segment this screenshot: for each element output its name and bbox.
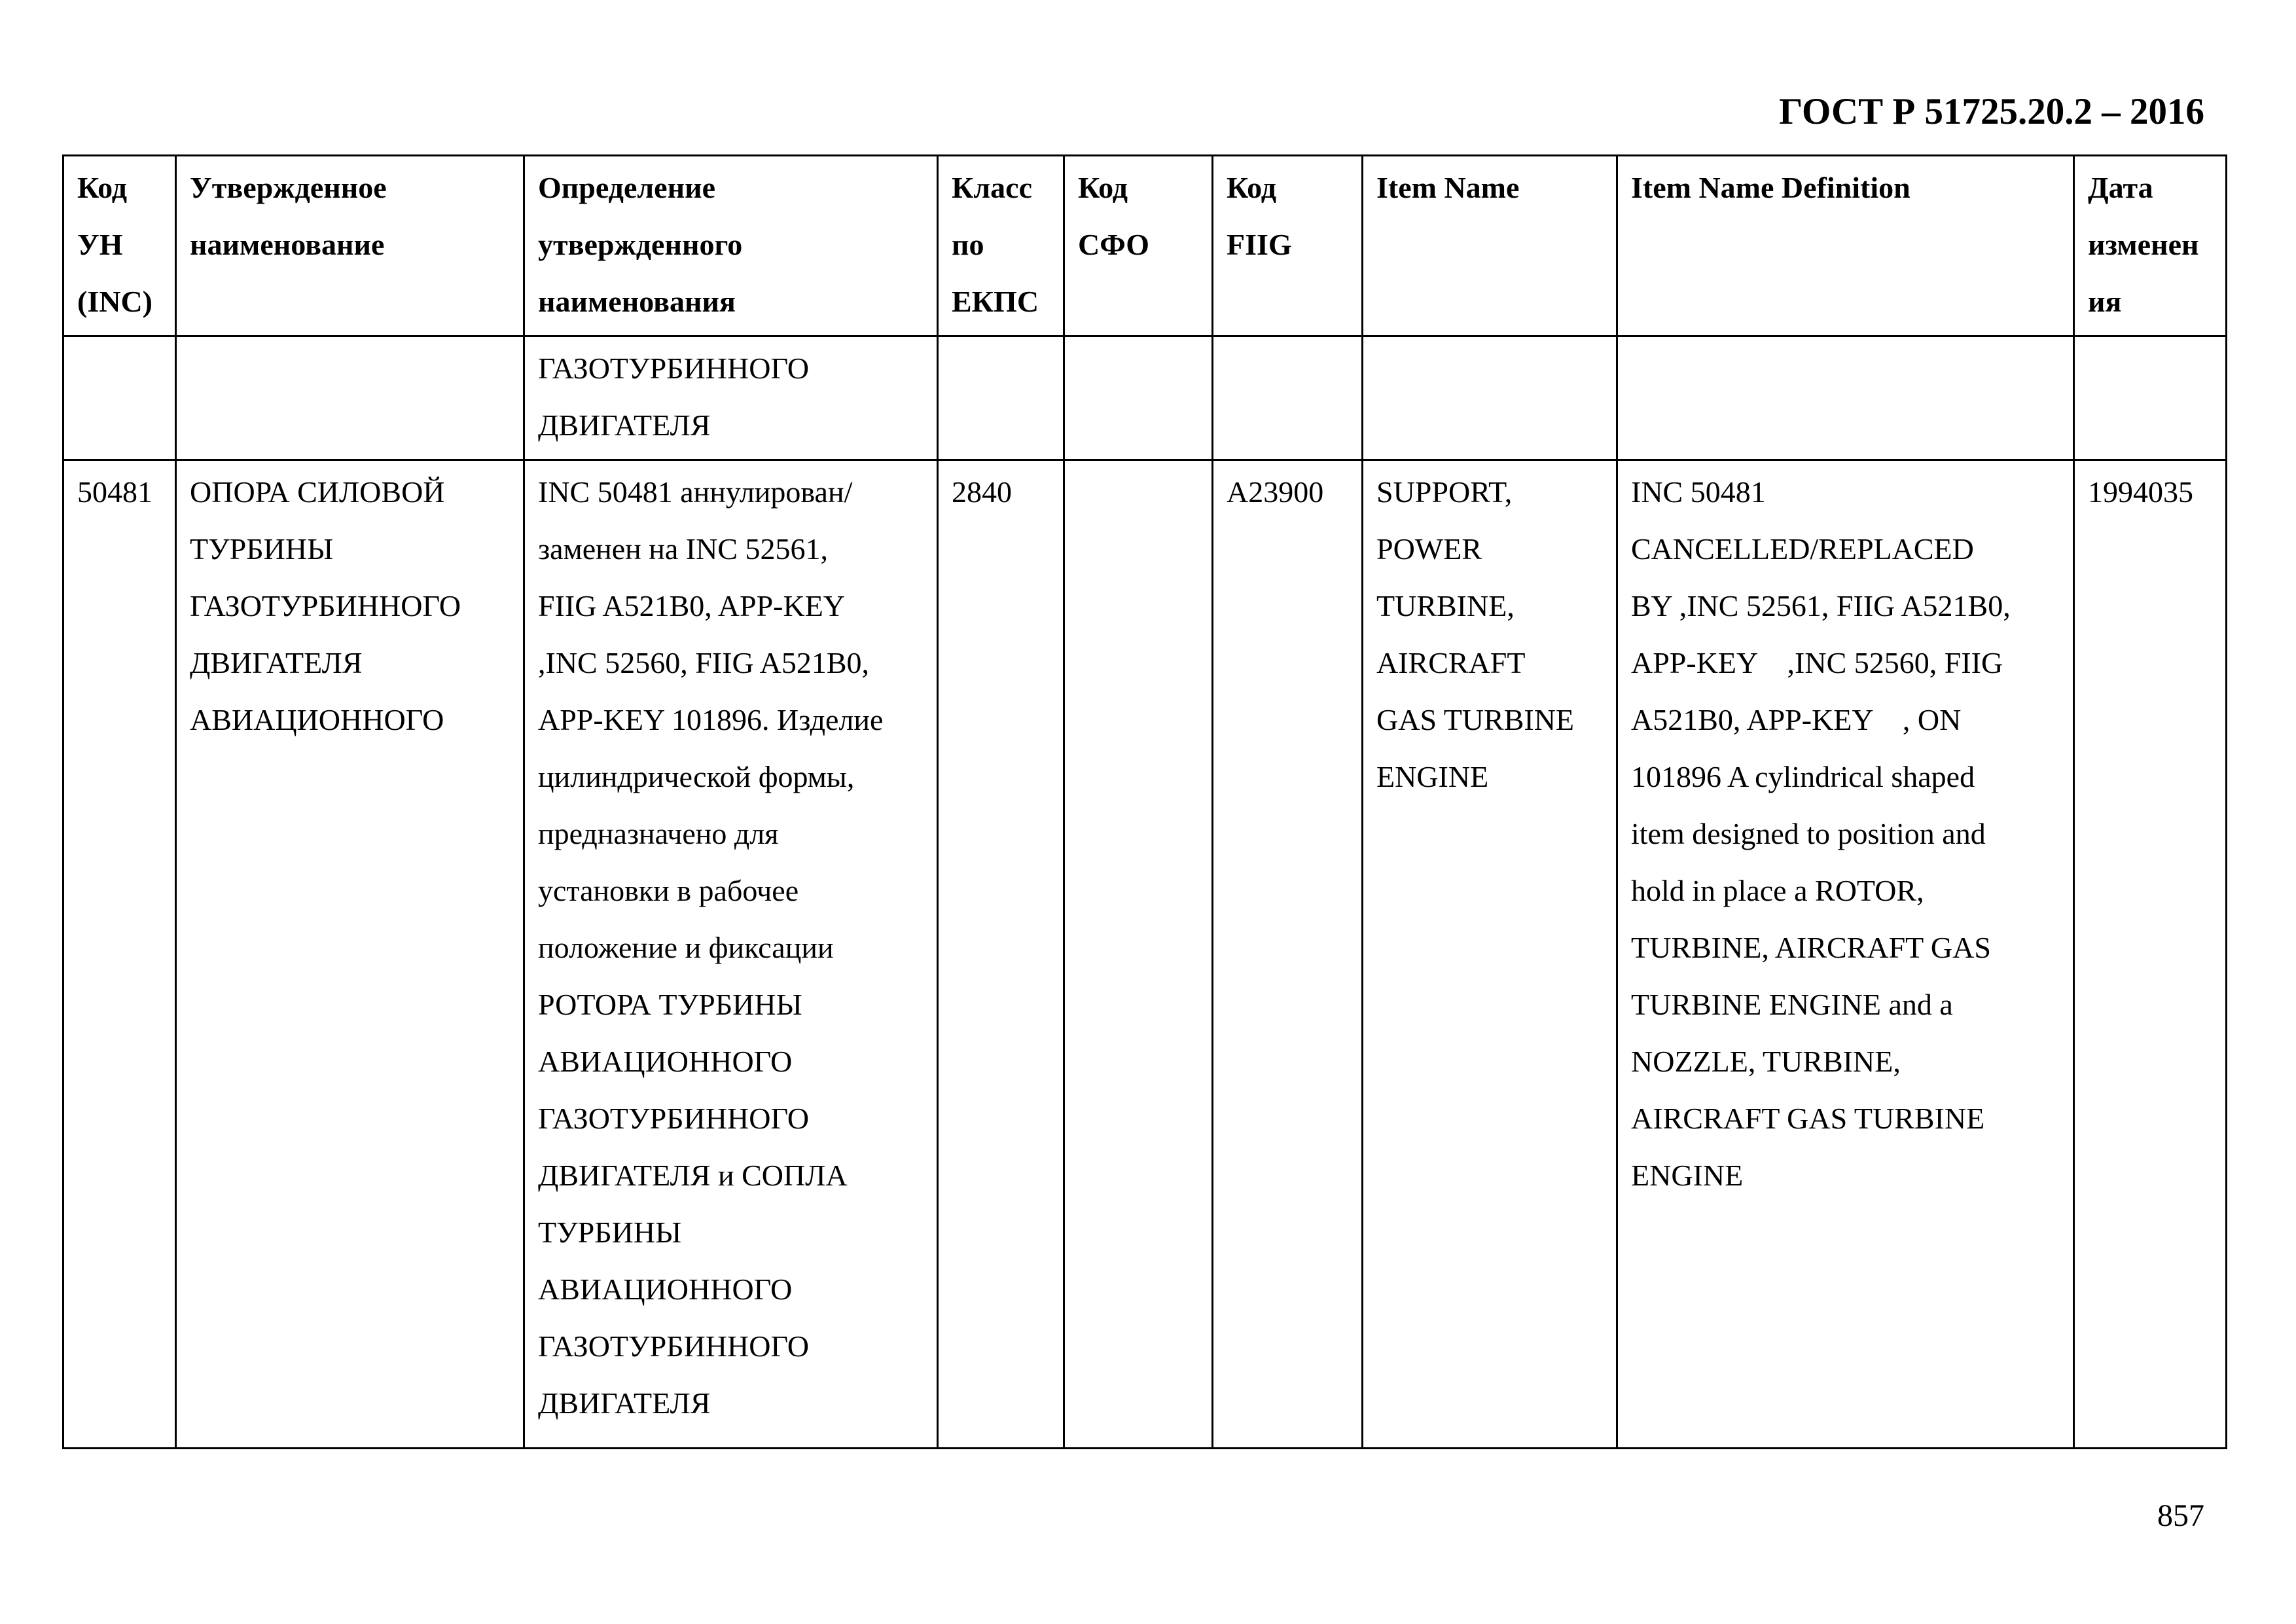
cell-text-line: 1994035 (2088, 475, 2193, 509)
column-header-name-definition (524, 156, 938, 336)
cell-text-line: 50481 (77, 475, 152, 509)
cell-text-line: ГАЗОТУРБИННОГО (538, 1102, 810, 1135)
cell-item-name-definition (1617, 336, 2074, 460)
cell-text-line: ,INC 52560, FIIG A521B0, (538, 646, 870, 679)
cell-text-line: предназначено для (538, 817, 779, 850)
column-header-item-name-definition (1617, 156, 2074, 336)
cell-text-line: ТУРБИНЫ (190, 532, 334, 566)
cell-text-line: hold in place a ROTOR, (1631, 874, 1924, 907)
cell-text-line: FIIG (1227, 228, 1292, 261)
cell-fiig-code (1213, 460, 1363, 1449)
column-header-approved-name (176, 156, 524, 336)
cell-text-line: Item Name (1376, 171, 1520, 204)
cell-name-definition (524, 336, 938, 460)
cell-text-line: ия (2088, 285, 2122, 318)
catalog-table (62, 154, 2227, 1449)
column-header-sfo-code (1064, 156, 1213, 336)
cell-text-line: AIRCRAFT GAS TURBINE (1631, 1102, 1985, 1135)
page-number: 857 (2157, 1498, 2204, 1533)
cell-text-line: GAS TURBINE (1376, 703, 1575, 736)
column-header-class (938, 156, 1064, 336)
cell-text-line: по (952, 228, 984, 261)
cell-text-line: Item Name Definition (1631, 171, 1910, 204)
cell-change-date (2074, 460, 2227, 1449)
cell-text-line: 2840 (952, 475, 1012, 509)
cell-item-name (1363, 460, 1617, 1449)
cell-name-definition (524, 460, 938, 1449)
cell-text-line: ДВИГАТЕЛЯ (538, 408, 711, 442)
cell-change-date (2074, 336, 2227, 460)
cell-text-line: TURBINE ENGINE and a (1631, 988, 1953, 1021)
cell-text-line: Код (77, 171, 128, 204)
cell-text-line: (INC) (77, 285, 152, 318)
document-header: ГОСТ Р 51725.20.2 – 2016 (1779, 91, 2204, 132)
cell-text-line: 101896 A cylindrical shaped (1631, 760, 1975, 793)
cell-text-line: ДВИГАТЕЛЯ (538, 1386, 711, 1420)
column-header-item-name (1363, 156, 1617, 336)
cell-text-line: CANCELLED/REPLACED (1631, 532, 1974, 566)
cell-text-line: A521B0, APP-KEY , ON (1631, 703, 1962, 736)
cell-text-line: A23900 (1227, 475, 1324, 509)
cell-approved-name (176, 336, 524, 460)
cell-text-line: ТУРБИНЫ (538, 1216, 682, 1249)
cell-text-line: Дата (2088, 171, 2153, 204)
column-header-change-date (2074, 156, 2227, 336)
cell-text-line: ОПОРА СИЛОВОЙ (190, 475, 445, 509)
cell-text-line: ЕКПС (952, 285, 1039, 318)
cell-text-line: ГАЗОТУРБИННОГО (538, 1329, 810, 1363)
cell-text-line: Код (1078, 171, 1128, 204)
cell-text-line: утвержденного (538, 228, 743, 261)
cell-text-line: цилиндрической формы, (538, 760, 855, 793)
cell-text-line: ДВИГАТЕЛЯ (190, 646, 363, 679)
cell-text-line: INC 50481 аннулирован/ (538, 475, 853, 509)
cell-text-line: заменен на INC 52561, (538, 532, 829, 566)
cell-text-line: АВИАЦИОННОГО (538, 1045, 793, 1078)
cell-text-line: наименование (190, 228, 385, 261)
cell-text-line: Класс (952, 171, 1032, 204)
cell-text-line: положение и фиксации (538, 931, 834, 964)
table-row-continuation (63, 336, 2227, 460)
cell-class (938, 460, 1064, 1449)
cell-inc (63, 460, 176, 1449)
cell-text-line: изменен (2088, 228, 2199, 261)
cell-text-line: item designed to position and (1631, 817, 1986, 850)
cell-text-line: РОТОРА ТУРБИНЫ (538, 988, 802, 1021)
cell-text-line: APP-KEY ,INC 52560, FIIG (1631, 646, 2003, 679)
cell-text-line: ГАЗОТУРБИННОГО (538, 352, 810, 385)
cell-text-line: Определение (538, 171, 716, 204)
cell-text-line: АВИАЦИОННОГО (190, 703, 444, 736)
cell-text-line: АВИАЦИОННОГО (538, 1272, 793, 1306)
cell-text-line: Утвержденное (190, 171, 387, 204)
cell-sfo-code (1064, 460, 1213, 1449)
cell-text-line: BY ,INC 52561, FIIG A521B0, (1631, 589, 2011, 623)
table-header-row (63, 156, 2227, 336)
cell-text-line: Код (1227, 171, 1277, 204)
cell-text-line: УН (77, 228, 123, 261)
cell-text-line: ENGINE (1631, 1159, 1744, 1192)
cell-text-line: установки в рабочее (538, 874, 799, 907)
cell-approved-name (176, 460, 524, 1449)
cell-text-line: СФО (1078, 228, 1150, 261)
cell-sfo-code (1064, 336, 1213, 460)
cell-text-line: ДВИГАТЕЛЯ и СОПЛА (538, 1159, 848, 1192)
cell-text-line: ENGINE (1376, 760, 1489, 793)
cell-text-line: SUPPORT, (1376, 475, 1513, 509)
column-header-inc (63, 156, 176, 336)
cell-inc (63, 336, 176, 460)
cell-item-name-definition (1617, 460, 2074, 1449)
cell-text-line: APP-KEY 101896. Изделие (538, 703, 884, 736)
cell-text-line: TURBINE, (1376, 589, 1515, 623)
cell-text-line: NOZZLE, TURBINE, (1631, 1045, 1901, 1078)
cell-item-name (1363, 336, 1617, 460)
cell-text-line: FIIG A521B0, APP-KEY (538, 589, 846, 623)
cell-text-line: AIRCRAFT (1376, 646, 1526, 679)
cell-text-line: ГАЗОТУРБИННОГО (190, 589, 461, 623)
table-row (63, 460, 2227, 1449)
cell-text-line: POWER (1376, 532, 1482, 566)
cell-text-line: TURBINE, AIRCRAFT GAS (1631, 931, 1991, 964)
cell-class (938, 336, 1064, 460)
cell-fiig-code (1213, 336, 1363, 460)
cell-text-line: наименования (538, 285, 736, 318)
column-header-fiig-code (1213, 156, 1363, 336)
cell-text-line: INC 50481 (1631, 475, 1766, 509)
